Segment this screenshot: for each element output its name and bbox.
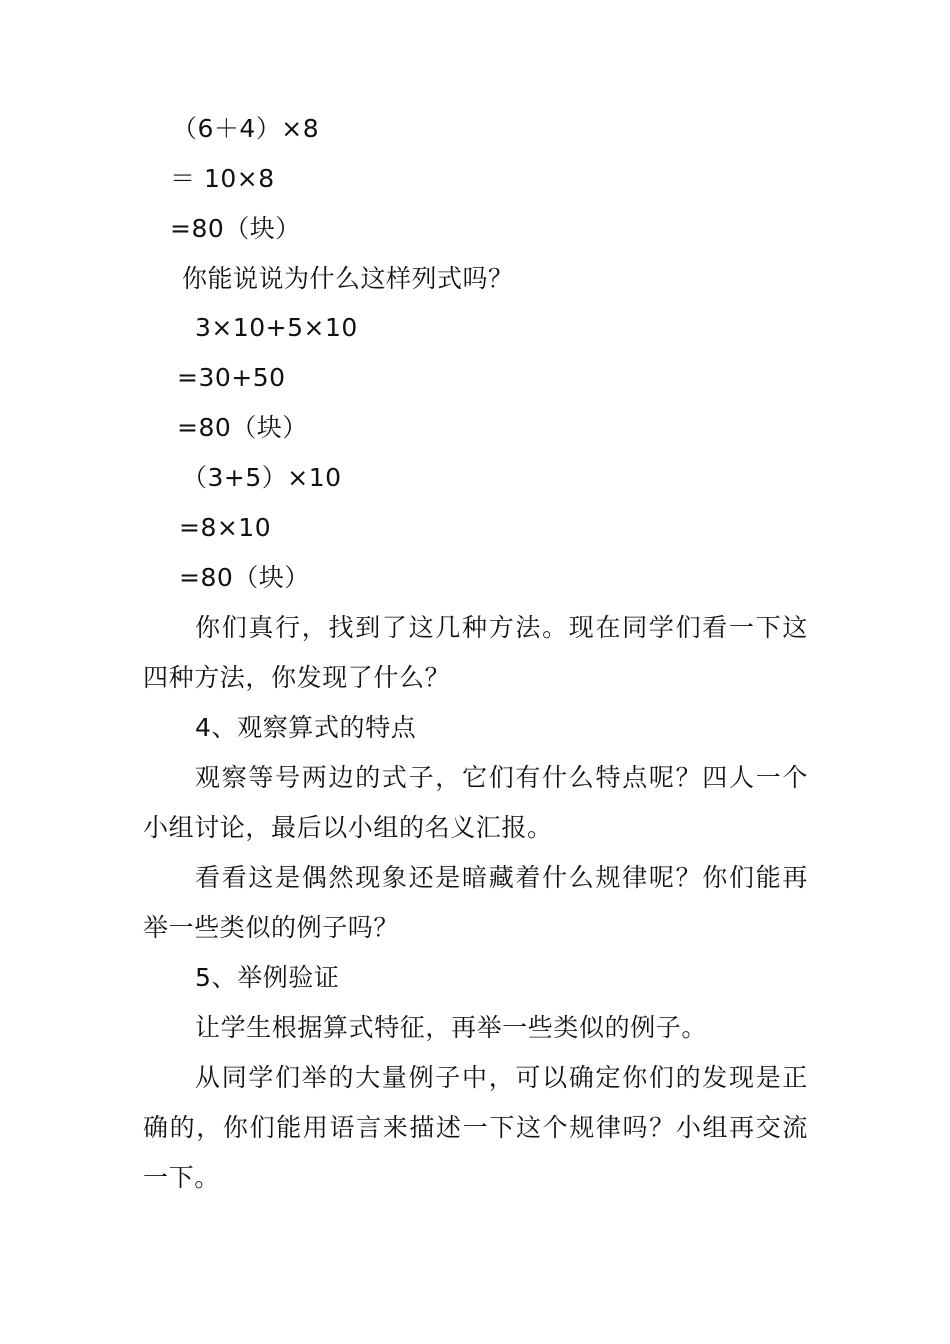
equation-line: =80（块） bbox=[177, 413, 308, 442]
equation-line: =8×10 bbox=[179, 513, 272, 542]
equation-line: =80（块） bbox=[170, 214, 301, 243]
equation-line: =30+50 bbox=[177, 363, 286, 392]
equation-line: ＝ 10×8 bbox=[170, 164, 275, 193]
section-heading: 4、观察算式的特点 bbox=[195, 713, 417, 742]
equation-line: 3×10+5×10 bbox=[195, 313, 358, 342]
section-heading: 5、举例验证 bbox=[195, 963, 340, 992]
paragraph: 你们真行，找到了这几种方法。现在同学们看一下这四种方法，你发现了什么？ bbox=[143, 613, 808, 692]
question-line: 你能说说为什么这样列式吗？ bbox=[182, 264, 514, 293]
equation-line: （3+5）×10 bbox=[182, 463, 342, 492]
paragraph: 观察等号两边的式子，它们有什么特点呢？四人一个小组讨论，最后以小组的名义汇报。 bbox=[143, 763, 808, 842]
equation-line: =80（块） bbox=[179, 563, 310, 592]
paragraph: 从同学们举的大量例子中，可以确定你们的发现是正确的，你们能用语言来描述一下这个规律吗？小组再交流一下。 bbox=[143, 1063, 808, 1192]
paragraph: 让学生根据算式特征，再举一些类似的例子。 bbox=[195, 1013, 708, 1042]
paragraph: 看看这是偶然现象还是暗藏着什么规律呢？你们能再举一些类似的例子吗？ bbox=[143, 863, 808, 942]
equation-line: （6＋4）×8 bbox=[172, 114, 320, 143]
